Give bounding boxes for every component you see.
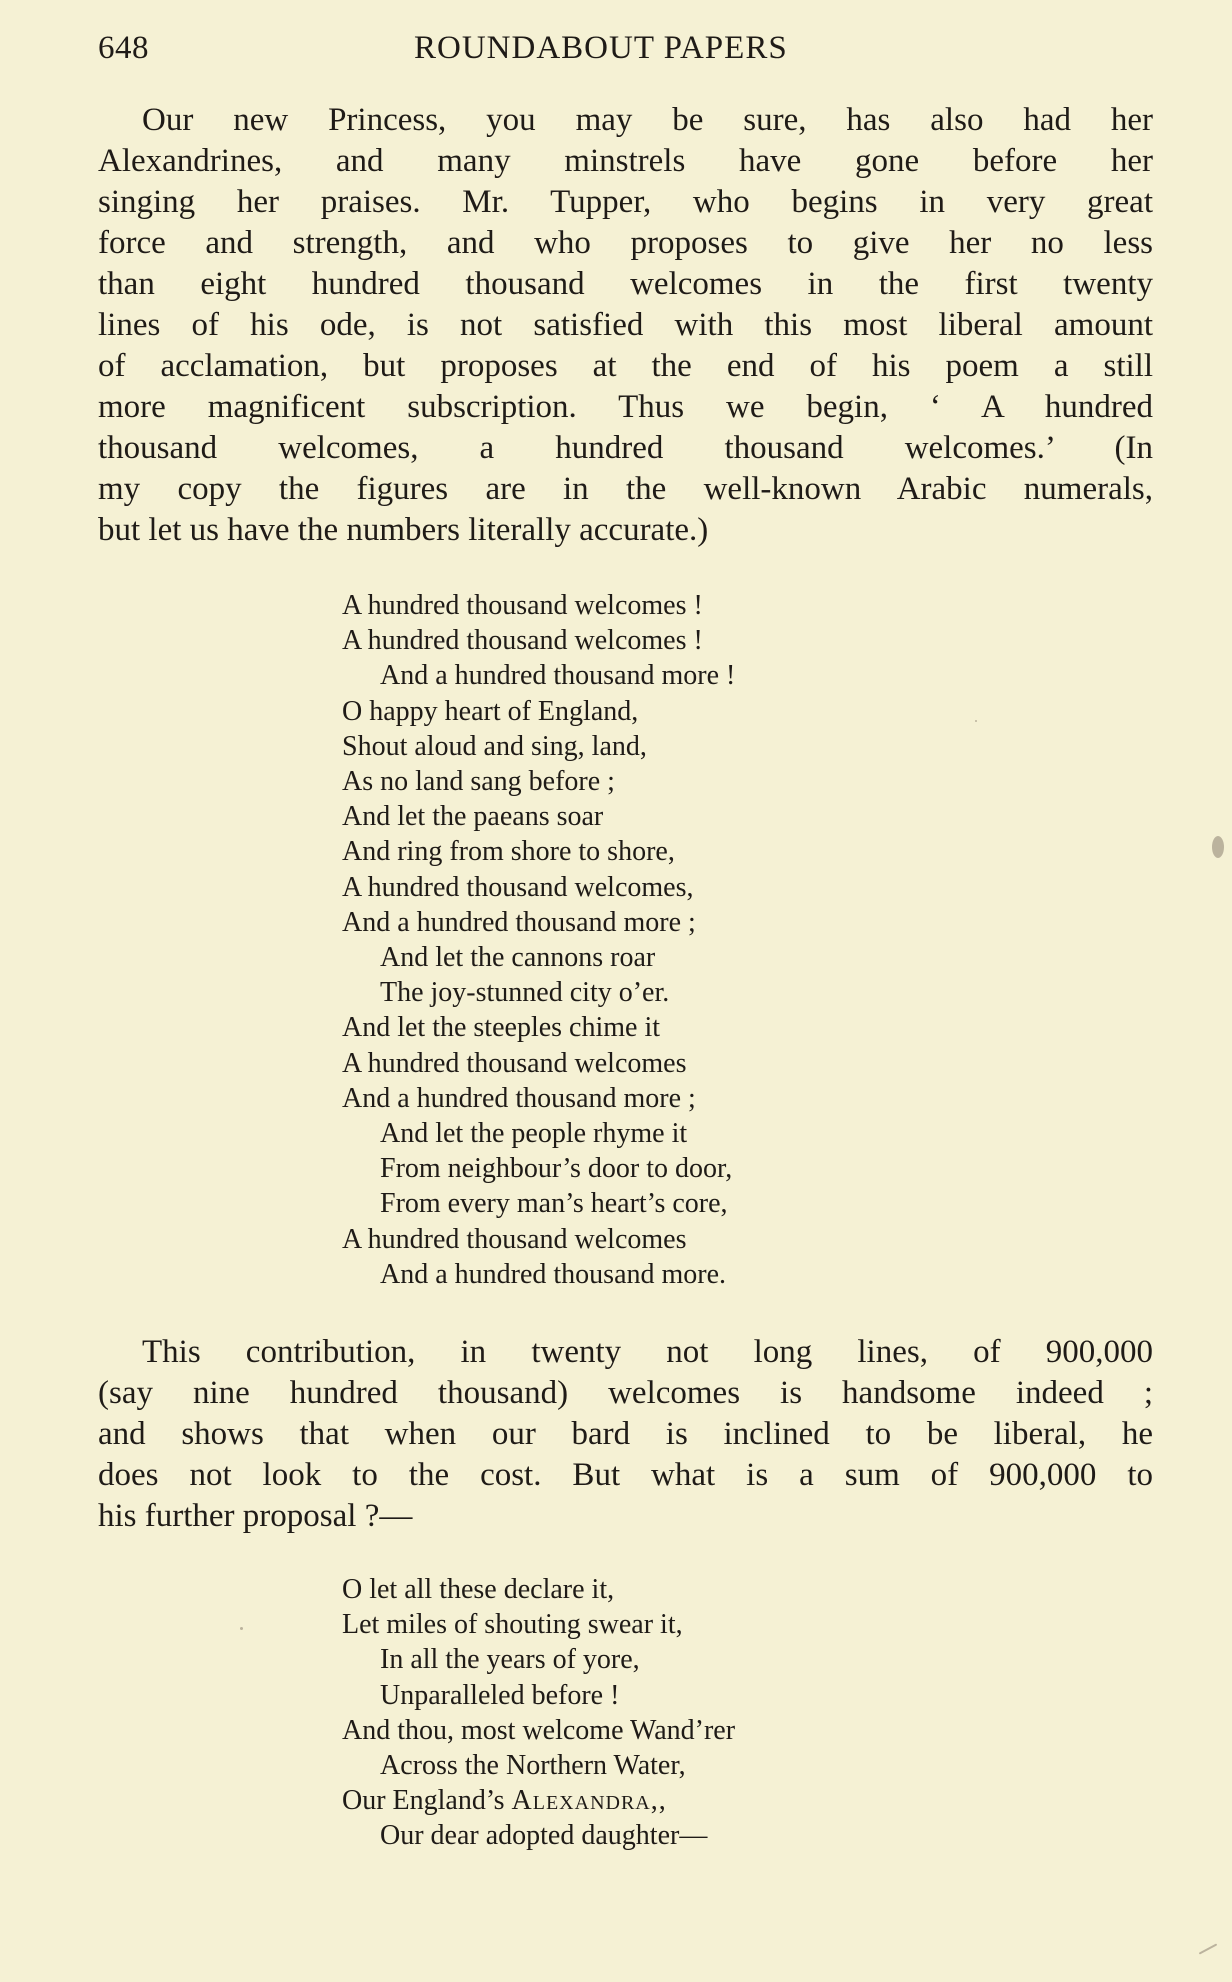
paragraph-line: singing her praises. Mr. Tupper, who begins in very great <box>98 184 1153 220</box>
paragraph-line: but let us have the numbers literally accurate.) <box>98 512 709 548</box>
poem-line: From neighbour’s door to door, <box>380 1153 733 1185</box>
poem-line: Across the Northern Water, <box>380 1750 686 1782</box>
poem-line: O let all these declare it, <box>342 1574 615 1605</box>
paragraph-line: force and strength, and who proposes to give her no less <box>98 225 1153 261</box>
page-number: 648 <box>98 30 149 66</box>
poem-line: Our England’s Alexandra,, <box>342 1785 666 1817</box>
paragraph-line: does not look to the cost. But what is a sum of 900,000 to <box>98 1457 1153 1493</box>
paragraph-line: my copy the figures are in the well-known Arabic numerals, <box>98 471 1153 507</box>
paper-speck <box>975 720 977 722</box>
paper-speck <box>240 1627 243 1630</box>
poem-line: Let miles of shouting swear it, <box>342 1609 683 1641</box>
poem-line: And a hundred thousand more ; <box>342 1082 696 1114</box>
poem-line: And let the people rhyme it <box>380 1118 688 1150</box>
paper-speck <box>1199 1943 1218 1954</box>
poem-line: From every man’s heart’s core, <box>380 1188 728 1220</box>
paragraph-line: more magnificent subscription. Thus we begin, ‘ A hundred <box>98 389 1153 425</box>
poem-text: Our England’s <box>342 1785 505 1817</box>
poem-line: In all the years of yore, <box>380 1644 640 1676</box>
paragraph-line: and shows that when our bard is inclined to be liberal, he <box>98 1416 1153 1452</box>
poem-line: And a hundred thousand more ; <box>342 906 696 938</box>
poem-line: And let the steeples chime it <box>342 1012 661 1044</box>
poem-line: Our dear adopted daughter— <box>380 1820 708 1852</box>
paragraph-line: of acclamation, but proposes at the end of his poem a still <box>98 348 1153 384</box>
paragraph-line: (say nine hundred thousand) welcomes is handsome indeed ; <box>98 1375 1153 1411</box>
poem-line: Unparalleled before ! <box>380 1679 620 1711</box>
poem-line: And ring from shore to shore, <box>342 836 675 868</box>
poem-line: And let the cannons roar <box>380 942 656 974</box>
book-title: ROUNDABOUT PAPERS <box>414 30 788 66</box>
paragraph-line: This contribution, in twenty not long lines, of 900,000 <box>142 1334 1153 1370</box>
poem-line: A hundred thousand welcomes <box>342 1047 687 1079</box>
paragraph-line: than eight hundred thousand welcomes in the first twenty <box>98 266 1153 302</box>
princess-name: Alexandra, <box>511 1785 659 1817</box>
poem-line: A hundred thousand welcomes ! <box>342 625 703 657</box>
paragraph-1 <box>98 100 1153 551</box>
poem-line: As no land sang before ; <box>342 766 615 798</box>
poem-line: A hundred thousand welcomes, <box>342 871 694 903</box>
poem-line: A hundred thousand welcomes <box>342 1223 687 1255</box>
poem-line: And thou, most welcome Wand’rer <box>342 1714 736 1746</box>
paragraph-line: lines of his ode, is not satisfied with this most liberal amount <box>98 307 1153 343</box>
poem-1 <box>342 588 735 1292</box>
poem-line: And a hundred thousand more ! <box>380 660 736 692</box>
poem-line: Shout aloud and sing, land, <box>342 730 647 762</box>
poem-line: And a hundred thousand more. <box>380 1258 727 1290</box>
paragraph-line: his further proposal ?— <box>98 1498 413 1534</box>
poem-line: O happy heart of England, <box>342 695 639 727</box>
poem-line: A hundred thousand welcomes ! <box>342 590 703 621</box>
poem-line: The joy-stunned city o’er. <box>380 977 670 1009</box>
poem-2 <box>342 1572 735 1854</box>
paragraph-line: Alexandrines, and many minstrels have gone before her <box>98 143 1153 179</box>
paper-speck <box>1212 836 1224 858</box>
paragraph-line: Our new Princess, you may be sure, has also had her <box>142 102 1153 138</box>
paragraph-line: thousand welcomes, a hundred thousand welcomes.’ (In <box>98 430 1153 466</box>
paragraph-2 <box>98 1332 1153 1537</box>
poem-line: And let the paeans soar <box>342 801 604 833</box>
running-head <box>98 30 1158 70</box>
